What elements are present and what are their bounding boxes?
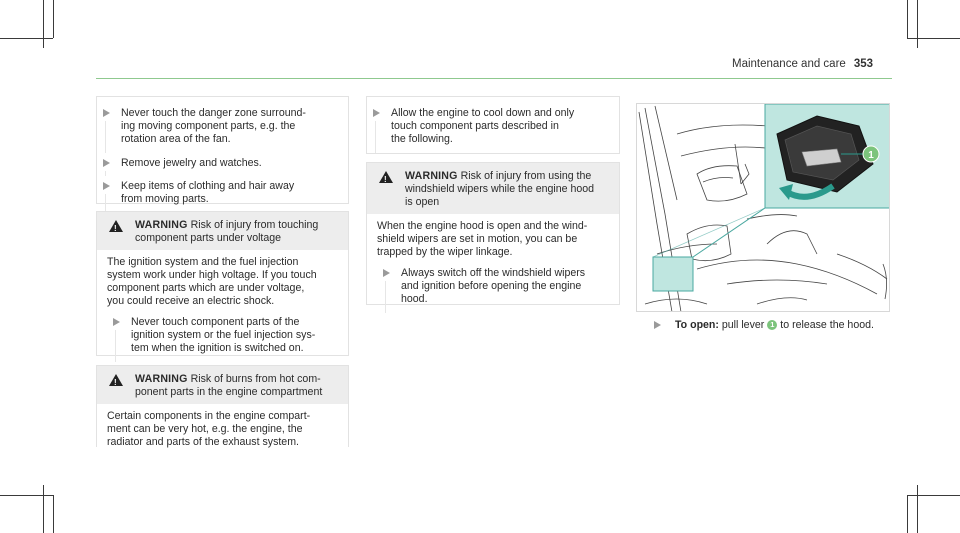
warning-box [96,365,349,447]
crop-mark [917,0,918,48]
header-rule [96,78,892,79]
bullet-arrow-icon [103,182,110,190]
bullet-group [96,96,349,204]
warning-triangle-icon [109,374,123,386]
list-item: Always switch off the windshield wipers and ignition before opening the engine hood. [377,267,609,307]
footwell-drawing [637,104,890,312]
crop-mark [917,485,918,533]
warning-body: Certain components in the engine compart- ment can be very hot, e.g. the engine, the radiator and parts of the exhaust system. [107,410,311,448]
crop-mark [43,485,44,533]
crop-mark [907,495,960,496]
crop-mark [53,495,54,533]
warning-triangle-icon [109,220,123,232]
callout-number: 1 [868,150,874,161]
crop-mark [907,38,960,39]
bullet-arrow-icon [373,109,380,117]
lever-location-highlight [653,257,693,291]
bullet-group [366,96,620,154]
bullet-arrow-icon [103,159,110,167]
warning-body: When the engine hood is open and the wind- shield wipers are set in motion, you can be trapped by the wiper linkage. Always switch off the windshield wipers and ignition before opening the engine hood. [367,214,619,321]
list-item: Remove jewelry and watches. [97,157,340,170]
crop-mark [53,0,54,38]
list-item: Allow the engine to cool down and only touch component parts described in the following. [367,107,611,147]
crop-mark [0,495,53,496]
warning-header: ! WARNING Risk of burns from hot com- ponent parts in the engine compartment [97,366,348,404]
bullet-arrow-icon [103,109,110,117]
warning-box [366,162,620,305]
bullet-arrow-icon [654,321,661,329]
list-item: Never touch the danger zone surround- ing moving component parts, e.g. the rotation area of the fan. [97,107,340,147]
section-title: Maintenance and care [732,58,846,70]
crop-mark [43,0,44,48]
page-header [732,58,873,70]
hood-release-illustration [636,103,890,312]
warning-header: ! WARNING Risk of injury from using the windshield wipers while the engine hood is open [367,163,619,214]
bullet-arrow-icon [383,269,390,277]
warning-body: The ignition system and the fuel injection system work under high voltage. If you touch component parts which are under voltage, you could receive an electric shock. Never touch component parts of the ignition system or the fuel injection sys- tem when the ignition is switched on. [97,250,348,370]
callout-badge: 1 [767,320,777,330]
list-item: Never touch component parts of the ignition system or the fuel injection sys- tem when the ignition is switched on. [107,316,338,356]
warning-box [96,211,349,356]
instruction-step: To open: pull lever 1 to release the hood. [654,319,874,332]
page-number: 353 [853,58,873,70]
crop-mark [907,0,908,38]
warning-triangle-icon [379,171,393,183]
warning-header: ! WARNING Risk of injury from touching component parts under voltage [97,212,348,250]
list-item: Keep items of clothing and hair away from moving parts. [97,180,340,206]
instruction-label: To open: [675,319,719,331]
crop-mark [907,495,908,533]
bullet-arrow-icon [113,318,120,326]
crop-mark [0,38,53,39]
